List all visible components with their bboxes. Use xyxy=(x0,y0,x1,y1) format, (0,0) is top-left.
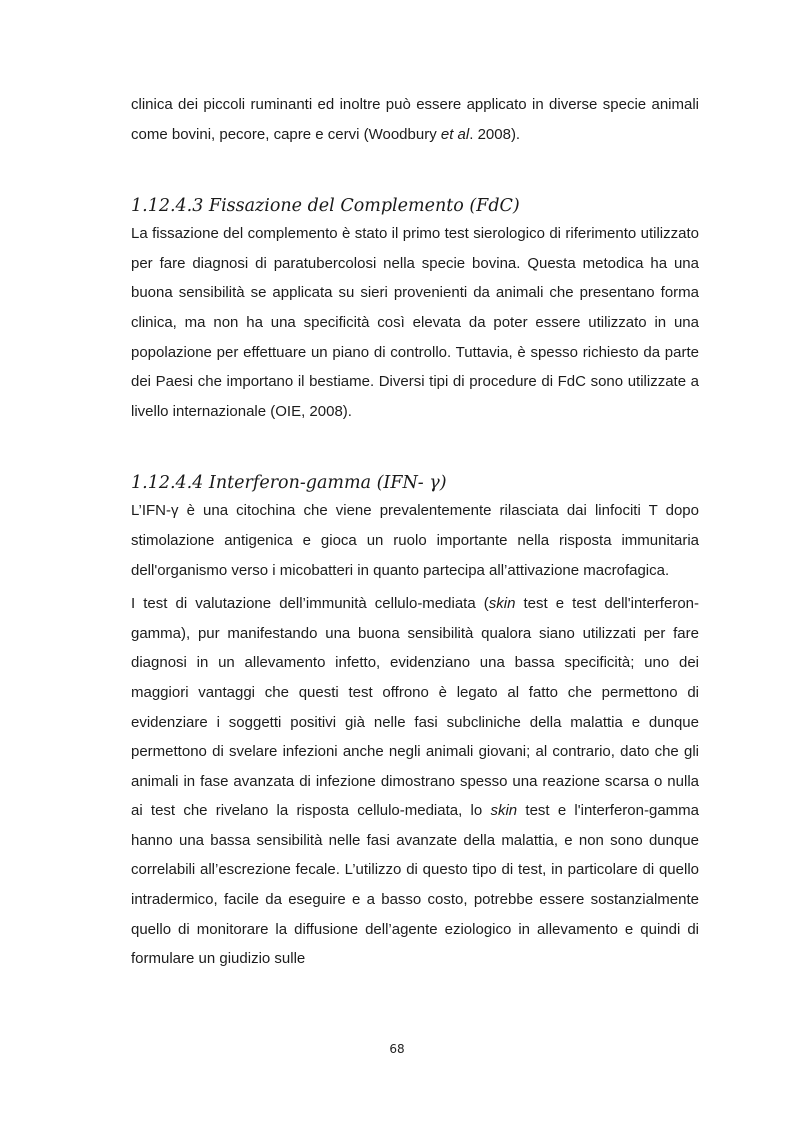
text-run: clinica dei piccoli ruminanti ed inoltre può essere applicato in diverse specie animali come bovini, pecore, capre e cervi (Woodbury xyxy=(131,96,699,143)
page-number: 68 xyxy=(389,1042,405,1056)
text-run: . 2008). xyxy=(469,125,521,143)
section-heading-fdc: 1.12.4.3 Fissazione del Complemento (FdC) xyxy=(131,196,520,217)
italic-text: et al xyxy=(440,125,470,143)
paragraph-ifn-1: L’IFN-γ è una citochina che viene prevalentemente rilasciata dai linfociti T dopo stimolazione antigenica e gioca un ruolo importante nella risposta immunitaria dell'organismo verso i micobatteri in quanto partecipa all’attivazione macrofagica. xyxy=(131,502,699,579)
text-run: I test di valutazione dell’immunità cellulo-mediata ( xyxy=(131,595,489,613)
section-heading-ifn: 1.12.4.4 Interferon-gamma (IFN- γ) xyxy=(131,473,447,494)
text-run: test e test dell'interferon-gamma), pur manifestando una buona sensibilità qualora siano utilizzati per fare diagnosi in un allevamento infetto, evidenziano una bassa specificità; uno dei maggiori vantaggi che questi test offrono è legato al fatto che permettono di evidenziare i soggetti positivi già nelle fasi subcliniche della malattia e dunque permettono di svelare infezioni anche negli animali giovani; al contrario, dato che gli animali in fase avanzata di infezione dimostrano spesso una reazione scarsa o nulla ai test che rivelano la risposta cellulo-mediata, lo xyxy=(131,595,699,820)
paragraph-intro xyxy=(131,90,699,149)
page-body xyxy=(131,90,699,974)
text-run: test e l'interferon-gamma hanno una bassa sensibilità nelle fasi avanzate della malattia, e non sono dunque correlabili all’escrezione fecale. L’utilizzo di questo tipo di test, in particolare di quello intradermico, facile da eseguire e a basso costo, potrebbe essere sostanzialmente quello di monitorare la diffusione dell’agente eziologico in allevamento e quindi di formulare un giudizio sulle xyxy=(131,802,699,968)
italic-text: skin xyxy=(490,802,518,820)
italic-text: skin xyxy=(488,595,516,613)
paragraph-ifn-2 xyxy=(131,589,699,974)
paragraph-fdc: La fissazione del complemento è stato il primo test sierologico di riferimento utilizzato per fare diagnosi di paratubercolosi nella specie bovina. Questa metodica ha una buona sensibilità se applicata su sieri provenienti da animali che presentano forma clinica, ma non ha una specificità così elevata da poter essere utilizzato in una popolazione per effettuare un piano di controllo. Tuttavia, è spesso richiesto da parte dei Paesi che importano il bestiame. Diversi tipi di procedure di FdC sono utilizzate a livello internazionale (OIE, 2008). xyxy=(131,225,699,420)
